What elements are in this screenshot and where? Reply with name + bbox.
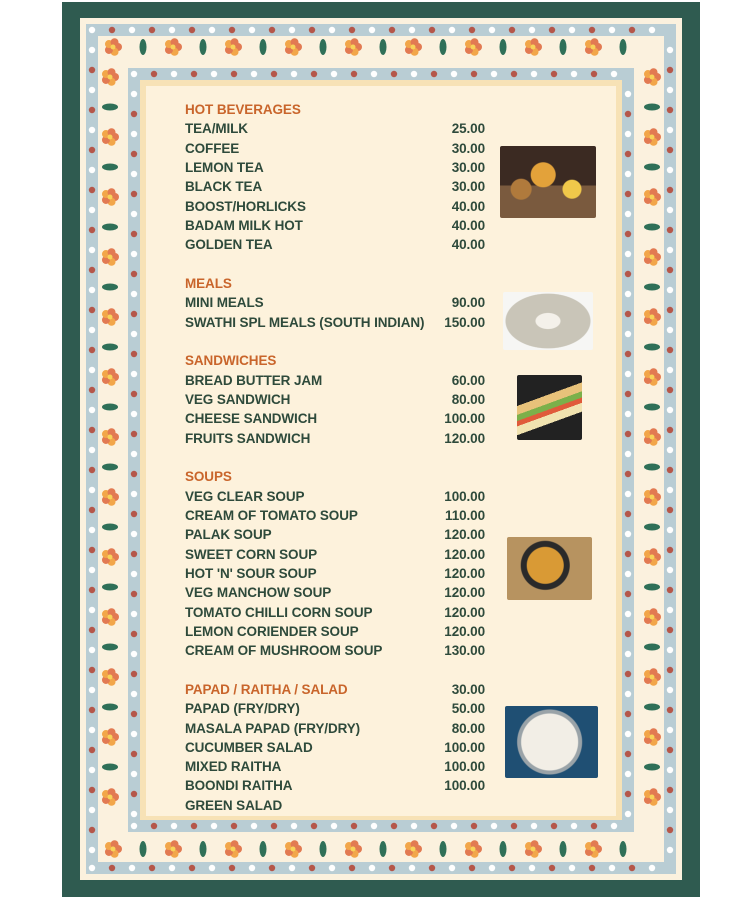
section-heading-row [185,100,485,119]
item-price: 120.00 [444,585,485,601]
item-price: 120.00 [444,604,485,620]
thali-photo [503,292,593,350]
menu-item [185,139,485,158]
soup-photo [507,537,592,600]
menu-item [185,719,485,738]
item-price: 120.00 [444,546,485,562]
item-name: GREEN SALAD [185,797,283,813]
item-price: 120.00 [444,527,485,543]
section-heading-row [185,680,485,699]
menu-item [185,699,485,718]
menu-item [185,313,485,332]
item-name: MINI MEALS [185,295,264,311]
item-price: 100.00 [444,739,485,755]
item-name: VEG CLEAR SOUP [185,488,305,504]
menu-item [185,525,485,544]
item-price: 100.00 [444,759,485,775]
item-price: 30.00 [451,159,485,175]
item-price: 90.00 [451,295,485,311]
section-title: SOUPS [185,469,232,485]
item-price: 120.00 [444,430,485,446]
menu-section [185,274,485,332]
menu-item [185,487,485,506]
item-name: SWATHI SPL MEALS (SOUTH INDIAN) [185,314,425,330]
item-price: 100.00 [444,488,485,504]
item-name: FRUITS SANDWICH [185,430,311,446]
item-name: BADAM MILK HOT [185,217,303,233]
item-name: GOLDEN TEA [185,237,273,253]
item-name: TEA/MILK [185,121,248,137]
menu-section [185,680,485,815]
item-price: 40.00 [451,237,485,253]
section-heading-row [185,274,485,293]
menu-item [185,545,485,564]
section-title: MEALS [185,275,232,291]
section-title: PAPAD / RAITHA / SALAD [185,681,348,697]
item-price: 50.00 [451,701,485,717]
menu-item [185,429,485,448]
menu-item [185,564,485,583]
menu-item [185,293,485,312]
item-price: 40.00 [451,217,485,233]
item-name: HOT 'N' SOUR SOUP [185,565,317,581]
item-name: BOOST/HORLICKS [185,198,306,214]
item-name: VEG SANDWICH [185,391,291,407]
item-name: CHEESE SANDWICH [185,411,318,427]
raitha-photo [505,706,598,778]
menu-item [185,371,485,390]
item-price: 130.00 [444,643,485,659]
item-name: COFFEE [185,140,240,156]
item-price: 110.00 [445,507,485,523]
menu-item [185,158,485,177]
item-price: 25.00 [451,121,485,137]
item-name: VEG MANCHOW SOUP [185,585,332,601]
menu-item [185,119,485,138]
item-price: 120.00 [444,565,485,581]
item-price: 120.00 [444,623,485,639]
item-name: CREAM OF TOMATO SOUP [185,507,358,523]
item-price: 100.00 [444,778,485,794]
item-name: BOONDI RAITHA [185,778,293,794]
item-price: 80.00 [451,391,485,407]
item-name: BREAD BUTTER JAM [185,372,323,388]
item-price: 100.00 [444,411,485,427]
item-price: 60.00 [451,372,485,388]
menu-section [185,351,485,448]
menu-item [185,603,485,622]
item-name: MIXED RAITHA [185,759,282,775]
item-name: LEMON CORIENDER SOUP [185,623,359,639]
item-name: LEMON TEA [185,159,264,175]
menu-item [185,197,485,216]
section-heading-row [185,467,485,486]
menu-item [185,583,485,602]
menu-item [185,235,485,254]
item-price: 80.00 [451,720,485,736]
menu-item [185,177,485,196]
item-name: PAPAD (FRY/DRY) [185,701,300,717]
section-title: HOT BEVERAGES [185,102,301,117]
item-name: BLACK TEA [185,179,263,195]
item-price: 30.00 [451,140,485,156]
menu-section [185,100,485,255]
section-heading-row [185,351,485,370]
menu-item [185,390,485,409]
item-name: SWEET CORN SOUP [185,546,318,562]
item-name: CUCUMBER SALAD [185,739,313,755]
item-price: 150.00 [444,314,485,330]
item-name: CREAM OF MUSHROOM SOUP [185,643,383,659]
tea-photo [500,146,596,218]
menu-item [185,776,485,795]
menu-item [185,796,485,815]
section-title: SANDWICHES [185,353,277,369]
menu-item [185,409,485,428]
item-price: 40.00 [451,198,485,214]
item-name: PALAK SOUP [185,527,272,543]
menu-item [185,757,485,776]
section-price: 30.00 [451,681,485,697]
menu-item [185,641,485,660]
item-price: 30.00 [451,179,485,195]
item-name: TOMATO CHILLI CORN SOUP [185,604,373,620]
menu-item [185,738,485,757]
sandwich-photo [517,375,582,440]
menu-list [185,100,485,834]
menu-item [185,506,485,525]
item-name: MASALA PAPAD (FRY/DRY) [185,720,361,736]
menu-section [185,467,485,660]
menu-item [185,622,485,641]
menu-item [185,216,485,235]
